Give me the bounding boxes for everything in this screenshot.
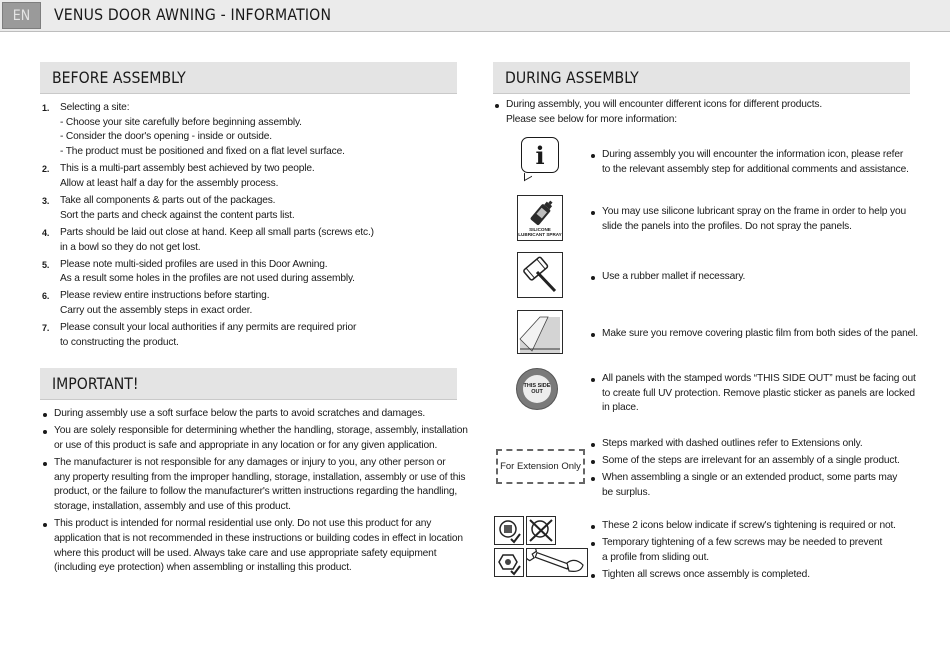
during-intro	[494, 98, 914, 130]
intro-line: During assembly, you will encounter different icons for different products.	[506, 99, 823, 110]
mallet-icon	[518, 253, 562, 297]
before-assembly-heading	[40, 62, 457, 94]
silicone-spray-icon	[517, 195, 563, 241]
wrench-tighten-icon	[494, 548, 524, 577]
mallet-description	[590, 270, 920, 287]
step-number: 1.	[42, 103, 50, 113]
stamp-description	[590, 372, 920, 419]
step-line: in a bowl so they do not get lost.	[60, 241, 201, 253]
for-extension-only-box: For Extension Only	[496, 449, 585, 484]
info-icon-description	[590, 148, 920, 180]
nut-check-icon	[495, 549, 523, 576]
spray-description	[590, 205, 920, 237]
list-item	[42, 456, 466, 515]
desc-line: Make sure you remove covering plastic film from both sides of the panel.	[602, 328, 918, 339]
list-item	[42, 194, 462, 223]
important-heading-text: IMPORTANT!	[52, 374, 139, 393]
list-item	[42, 162, 462, 191]
list-item	[590, 519, 920, 534]
this-side-out-stamp-icon	[516, 368, 558, 410]
list-item	[42, 101, 462, 160]
list-item	[42, 424, 468, 453]
language-badge[interactable]: EN	[2, 2, 41, 29]
bullet-line: or use of this product is safe and appropriate in any location or for any given application.	[54, 439, 438, 451]
bullet-line: where this product will be used. Always take care and use appropriate safety equipment	[54, 547, 437, 559]
intro-line: Please see below for more information:	[506, 113, 677, 125]
list-item	[590, 372, 920, 416]
bullet-line: any property resulting from the improper handling, storage, installation, assembly or use of this	[54, 471, 466, 483]
step-line: Selecting a site:	[60, 102, 130, 113]
step-line: Parts should be laid out close at hand. Keep all small parts (screws etc.)	[60, 226, 374, 238]
desc-line: When assembling a single or an extended product, some parts may	[602, 472, 898, 484]
spray-label-line: LUBRICANT SPRAY	[518, 232, 562, 237]
extension-description	[590, 437, 920, 503]
stamp-center	[523, 375, 551, 403]
step-line: - Consider the door's opening - inside or outside.	[60, 131, 272, 143]
step-line: - Choose your site carefully before beginning assembly.	[60, 116, 302, 128]
list-item	[590, 148, 920, 177]
information-icon: i	[521, 137, 559, 173]
list-item	[42, 517, 462, 576]
bullet-line: (including eye protection) when assembling or installing this product.	[54, 562, 352, 574]
list-item	[42, 321, 462, 350]
desc-line: All panels with the stamped words “THIS SIDE OUT” must be facing out	[602, 373, 916, 384]
list-item	[590, 270, 920, 285]
step-number: 4.	[42, 227, 50, 238]
peel-film-icon	[518, 311, 562, 353]
step-line: Allow at least half a day for the assembly process.	[60, 177, 279, 189]
step-line: to constructing the product.	[60, 336, 179, 348]
desc-line: Tighten all screws once assembly is completed.	[602, 568, 810, 580]
list-item	[590, 471, 920, 500]
list-item	[42, 226, 462, 255]
screw-description	[590, 519, 920, 585]
desc-line: During assembly you will encounter the information icon, please refer	[602, 149, 904, 160]
desc-line: to the relevant assembly step for additional comments and assistance.	[602, 163, 909, 175]
list-item	[590, 454, 920, 469]
wrench-hand-icon	[526, 548, 588, 577]
list-item	[42, 258, 462, 287]
step-line: As a result some holes in the profiles are not used during assembly.	[60, 273, 355, 285]
desc-line: a profile from sliding out.	[602, 551, 709, 563]
desc-line: in place.	[602, 402, 639, 414]
list-item	[42, 289, 462, 318]
desc-line: be surplus.	[602, 486, 651, 498]
step-number: 2.	[42, 164, 50, 175]
step-line: - The product must be positioned and fixed on a flat level surface.	[60, 146, 345, 158]
important-list	[42, 407, 468, 578]
rubber-mallet-icon	[517, 252, 563, 298]
bullet-line: The manufacturer is not responsible for any damages or injury to you, any other person or	[54, 456, 446, 468]
stamp-label-line: OUT	[531, 389, 543, 395]
step-number: 6.	[42, 291, 50, 302]
stamp-label-line: THIS SIDE	[523, 383, 551, 389]
bullet-line: storage, installation, assembly and use of this product.	[54, 501, 291, 512]
desc-line: Temporary tightening of a few screws may be needed to prevent	[602, 537, 883, 549]
screwdriver-check-icon	[495, 517, 523, 544]
step-line: Please consult your local authorities if any permits are required prior	[60, 322, 357, 334]
list-item	[590, 205, 920, 234]
film-description	[590, 327, 920, 344]
list-item	[494, 98, 914, 127]
before-assembly-list	[42, 101, 462, 353]
list-item	[42, 407, 462, 422]
step-line: Please review entire instructions before starting.	[60, 290, 270, 302]
screwdriver-cross-icon	[527, 517, 555, 544]
before-assembly-heading-text: BEFORE ASSEMBLY	[52, 68, 186, 87]
bullet-line: This product is intended for normal residential use only. Do not use this product for any	[54, 518, 432, 530]
step-number: 3.	[42, 196, 50, 206]
bullet-line: You are solely responsible for determining whether the handling, storage, assembly, installation	[54, 425, 468, 437]
step-line: Carry out the assembly steps in exact order.	[60, 305, 253, 317]
step-line: Sort the parts and check against the content parts list.	[60, 209, 295, 221]
wrench-icon	[527, 549, 587, 576]
spray-label	[518, 227, 562, 237]
spray-label-line: SILICONE	[529, 227, 551, 232]
step-line: Please note multi-sided profiles are used in this Door Awning.	[60, 258, 328, 270]
top-bar	[0, 0, 950, 32]
important-heading	[40, 368, 457, 400]
desc-line: Steps marked with dashed outlines refer to Extensions only.	[602, 438, 863, 449]
screw-no-tighten-icon	[526, 516, 556, 545]
desc-line: Some of the steps are irrelevant for an assembly of a single product.	[602, 455, 900, 467]
desc-line: to create full UV protection. Remove plastic sticker as panels are locked	[602, 387, 915, 399]
step-number: 5.	[42, 259, 50, 270]
during-assembly-heading-text: DURING ASSEMBLY	[505, 68, 639, 87]
desc-line: These 2 icons below indicate if screw's tightening is required or not.	[602, 520, 896, 531]
during-assembly-heading	[493, 62, 910, 94]
list-item	[590, 437, 920, 452]
desc-line: slide the panels into the profiles. Do not spray the panels.	[602, 220, 852, 232]
list-item	[590, 536, 920, 565]
screw-tighten-icon	[494, 516, 524, 545]
bullet-line: product, or the failure to follow the manufacturer's written instructions regarding the handling,	[54, 486, 458, 498]
bullet-line: application that is not recommended in these instructions or building codes in effect in location	[54, 532, 463, 544]
step-line: This is a multi-part assembly best achieved by two people.	[60, 163, 315, 175]
list-item	[590, 568, 920, 583]
step-number: 7.	[42, 323, 50, 334]
desc-line: Use a rubber mallet if necessary.	[602, 271, 746, 282]
page-title: VENUS DOOR AWNING - INFORMATION	[54, 5, 332, 24]
desc-line: You may use silicone lubricant spray on the frame in order to help you	[602, 206, 906, 217]
bullet-line: During assembly use a soft surface below the parts to avoid scratches and damages.	[54, 408, 426, 419]
step-line: Take all components & parts out of the packages.	[60, 195, 276, 206]
plastic-film-icon	[517, 310, 563, 354]
list-item	[590, 327, 920, 342]
